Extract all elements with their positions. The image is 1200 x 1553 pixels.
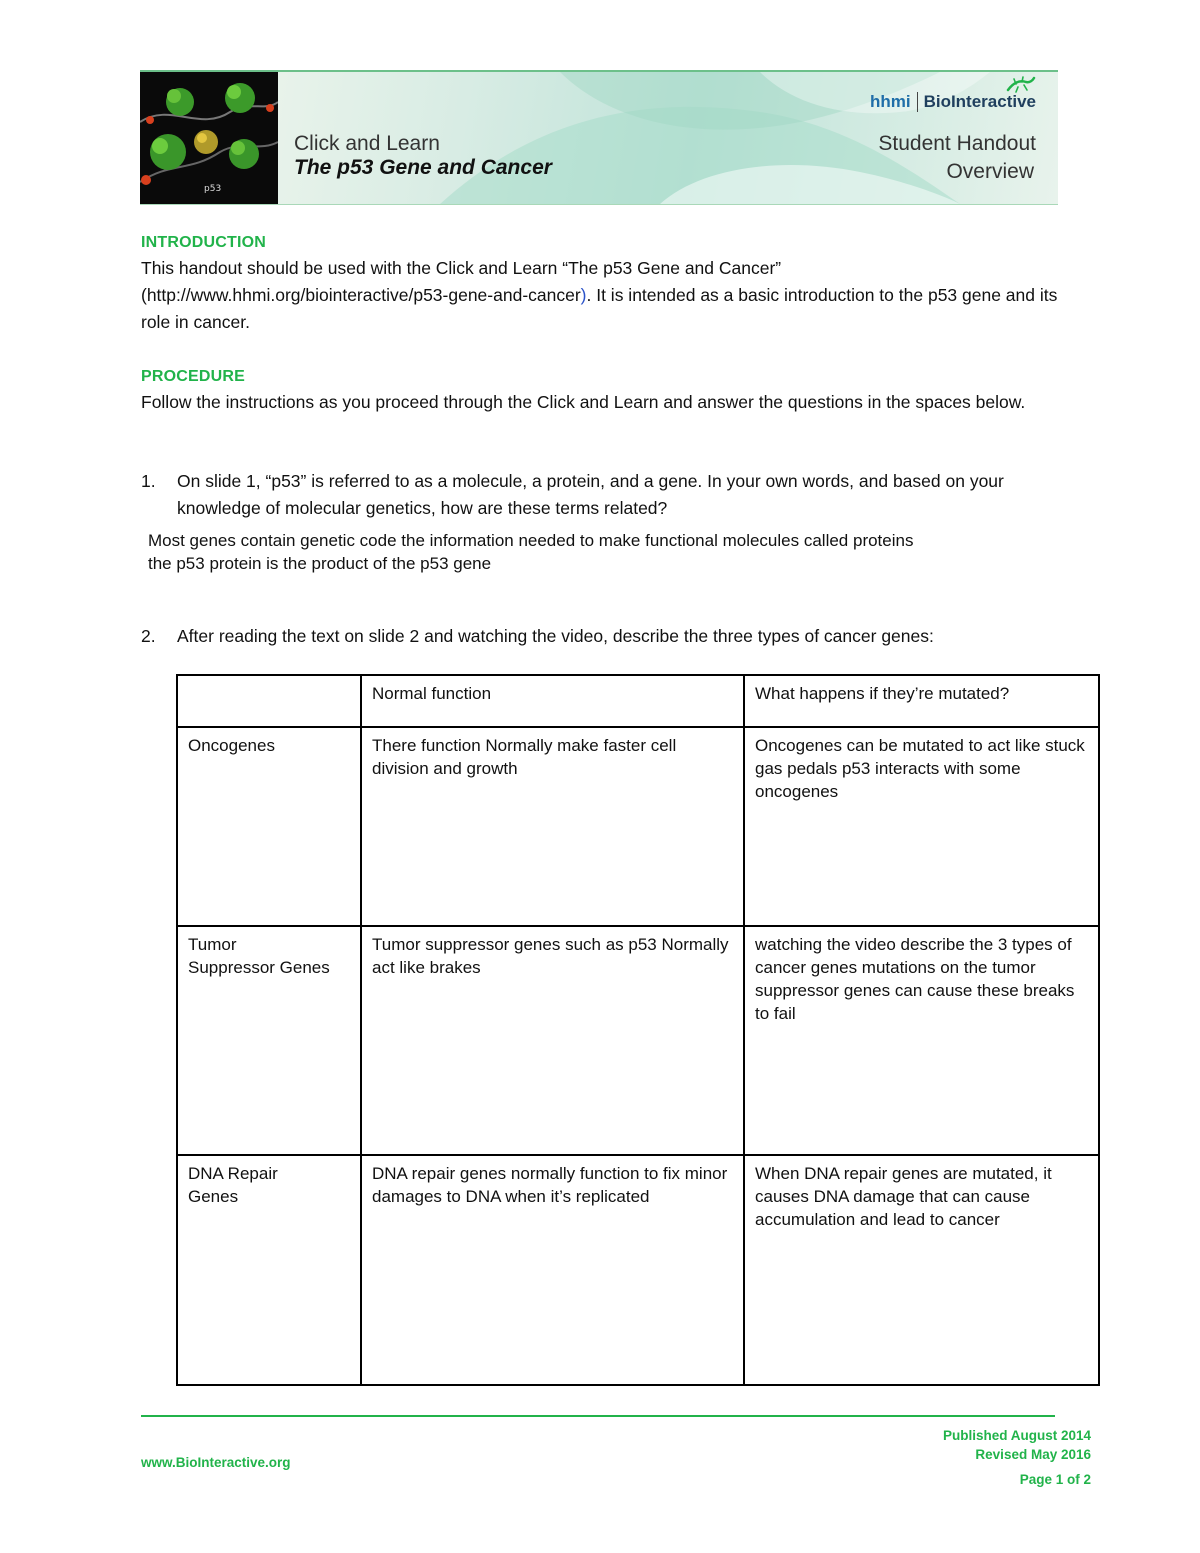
row-label-line: Tumor: [188, 935, 237, 954]
question-text: On slide 1, “p53” is referred to as a molecule, a protein, and a gene. In your own words, and based on your knowledge of molecular genetics, how are these terms related?: [177, 471, 1004, 518]
handout-subtitle: Overview: [946, 160, 1034, 183]
banner-subtitle: Click and Learn: [294, 132, 440, 155]
table-header-row: [177, 675, 1099, 727]
table-cell-mutated[interactable]: Oncogenes can be mutated to act like stuck gas pedals p53 interacts with some oncogenes: [744, 727, 1099, 926]
row-label-oncogenes: [177, 727, 361, 926]
footer-published: Published August 2014: [942, 1428, 1091, 1443]
header-banner: [140, 70, 1058, 205]
banner-title: The p53 Gene and Cancer: [294, 156, 552, 179]
intro-rest: . It is intended as a basic introduction to the p53 gene and its role in cancer.: [141, 285, 1058, 332]
thumb-label: p53: [204, 184, 222, 194]
handout-title: Student Handout: [878, 132, 1036, 155]
intro-paragraph: [141, 255, 1061, 336]
table-header-cell: Normal function: [361, 675, 744, 727]
row-label-line: Suppressor Genes: [188, 958, 330, 977]
table-cell-mutated[interactable]: watching the video describe the 3 types of cancer genes mutations on the tumor suppressor genes can cause these breaks to fail: [744, 926, 1099, 1155]
answer-1[interactable]: [148, 529, 1048, 575]
table-row: [177, 727, 1099, 926]
footer-page-number: Page 1 of 2: [1019, 1472, 1091, 1487]
intro-line1: This handout should be used with the Click and Learn “The p53 Gene and Cancer”: [141, 258, 782, 278]
brand-divider: [917, 92, 918, 112]
row-label-line: Oncogenes: [188, 736, 275, 755]
row-label-tumor-suppressor: [177, 926, 361, 1155]
row-label-line: DNA Repair: [188, 1164, 278, 1183]
table-header-cell: [177, 675, 361, 727]
procedure-heading: PROCEDURE: [141, 368, 246, 385]
footer-divider: [141, 1415, 1055, 1417]
footer-revised: Revised May 2016: [975, 1447, 1091, 1462]
question-number: 2.: [141, 626, 156, 646]
answer-1-line-1: Most genes contain genetic code the information needed to make functional molecules called proteins: [148, 531, 914, 550]
table-cell-mutated[interactable]: When DNA repair genes are mutated, it causes DNA damage that can cause accumulation and lead to cancer: [744, 1155, 1099, 1385]
click-and-learn-link[interactable]: http://www.hhmi.org/biointeractive/p53-gene-and-cancer: [146, 285, 581, 305]
table-cell-normal[interactable]: DNA repair genes normally function to fix minor damages to DNA when it’s replicated: [361, 1155, 744, 1385]
question-number: 1.: [141, 471, 156, 491]
row-label-dna-repair: [177, 1155, 361, 1385]
p53-protein-image: [140, 72, 278, 204]
answer-1-line-2: the p53 protein is the product of the p53 gene: [148, 554, 492, 573]
procedure-text: Follow the instructions as you proceed through the Click and Learn and answer the questions in the spaces below.: [141, 392, 1026, 412]
intro-open-paren: (: [141, 285, 147, 305]
question-text: After reading the text on slide 2 and watching the video, describe the three types of cancer genes:: [177, 626, 934, 646]
intro-close-paren: ): [580, 285, 587, 305]
intro-heading: INTRODUCTION: [141, 234, 267, 251]
brand-name: BioInteractive: [923, 92, 1036, 111]
brand-logo: [870, 92, 1036, 112]
brand-hhmi: hhmi: [869, 92, 911, 111]
table-header-cell: What happens if they’re mutated?: [744, 675, 1099, 727]
footer-website-link[interactable]: www.BioInteractive.org: [141, 1455, 291, 1470]
table-cell-normal[interactable]: There function Normally make faster cell division and growth: [361, 727, 744, 926]
table-row: [177, 1155, 1099, 1385]
table-cell-normal[interactable]: Tumor suppressor genes such as p53 Normally act like brakes: [361, 926, 744, 1155]
row-label-line: Genes: [188, 1187, 239, 1206]
table-row: [177, 926, 1099, 1155]
cancer-genes-table: [176, 674, 1100, 1386]
